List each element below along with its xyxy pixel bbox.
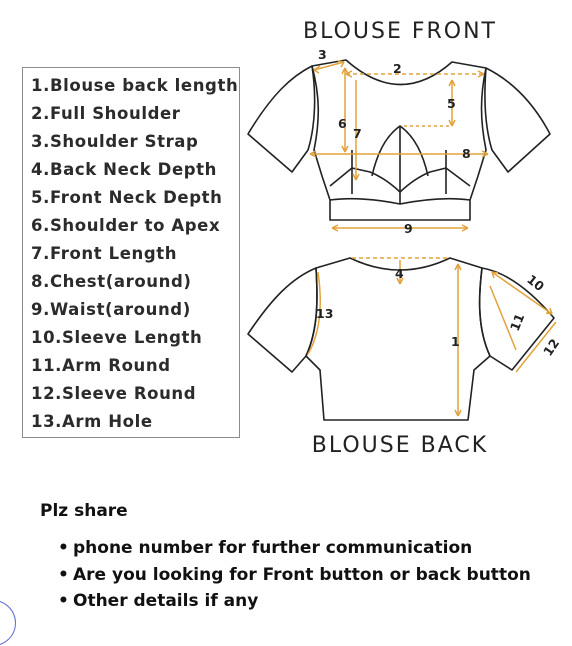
note-line-other-details: • Other details if any bbox=[58, 591, 531, 618]
marker-back-neck-depth: 4 bbox=[395, 266, 404, 281]
marker-front-length: 7 bbox=[353, 126, 362, 141]
legend-item-front-length: 7.Front Length bbox=[31, 244, 178, 263]
legend-item-arm-round: 11.Arm Round bbox=[31, 356, 171, 375]
marker-shoulder-to-apex: 6 bbox=[338, 116, 347, 131]
legend-item-back-neck-depth: 4.Back Neck Depth bbox=[31, 160, 217, 179]
legend-item-blouse-back-length: 1.Blouse back length bbox=[31, 76, 239, 95]
back-measure-lines bbox=[308, 258, 556, 416]
blouse-front-title: BLOUSE FRONT bbox=[303, 19, 497, 44]
marker-full-shoulder: 2 bbox=[393, 61, 402, 76]
blouse-back-title: BLOUSE BACK bbox=[311, 433, 489, 458]
legend-item-shoulder-strap: 3.Shoulder Strap bbox=[31, 132, 199, 151]
marker-arm-round: 11 bbox=[506, 311, 528, 334]
corner-circle-decoration bbox=[0, 600, 16, 646]
marker-blouse-back-length: 1 bbox=[451, 334, 460, 349]
legend-item-chest-around: 8.Chest(around) bbox=[31, 272, 192, 291]
legend-item-waist-around: 9.Waist(around) bbox=[31, 300, 191, 319]
marker-sleeve-round: 12 bbox=[540, 335, 563, 359]
legend-item-shoulder-to-apex: 6.Shoulder to Apex bbox=[31, 216, 221, 235]
marker-arm-hole: 13 bbox=[316, 306, 334, 321]
note-heading: Plz share bbox=[40, 501, 128, 521]
marker-shoulder-strap: 3 bbox=[318, 47, 327, 62]
legend-item-sleeve-round: 12.Sleeve Round bbox=[31, 384, 197, 403]
legend-item-full-shoulder: 2.Full Shoulder bbox=[31, 104, 181, 123]
legend-item-sleeve-length: 10.Sleeve Length bbox=[31, 328, 203, 347]
marker-waist-around: 9 bbox=[404, 221, 413, 236]
marker-sleeve-length: 10 bbox=[524, 271, 548, 295]
front-measure-numbers bbox=[318, 47, 471, 236]
marker-chest-around: 8 bbox=[462, 146, 471, 161]
blouse-front-outline bbox=[248, 60, 550, 220]
note-line-phone: • phone number for further communication bbox=[58, 538, 531, 565]
note-line-button-type: • Are you looking for Front button or back button bbox=[58, 565, 531, 592]
note-list bbox=[58, 538, 531, 618]
legend-item-front-neck-depth: 5.Front Neck Depth bbox=[31, 188, 223, 207]
legend-item-arm-hole: 13.Arm Hole bbox=[31, 412, 153, 431]
back-measure-numbers bbox=[316, 266, 562, 359]
marker-front-neck-depth: 5 bbox=[447, 96, 456, 111]
